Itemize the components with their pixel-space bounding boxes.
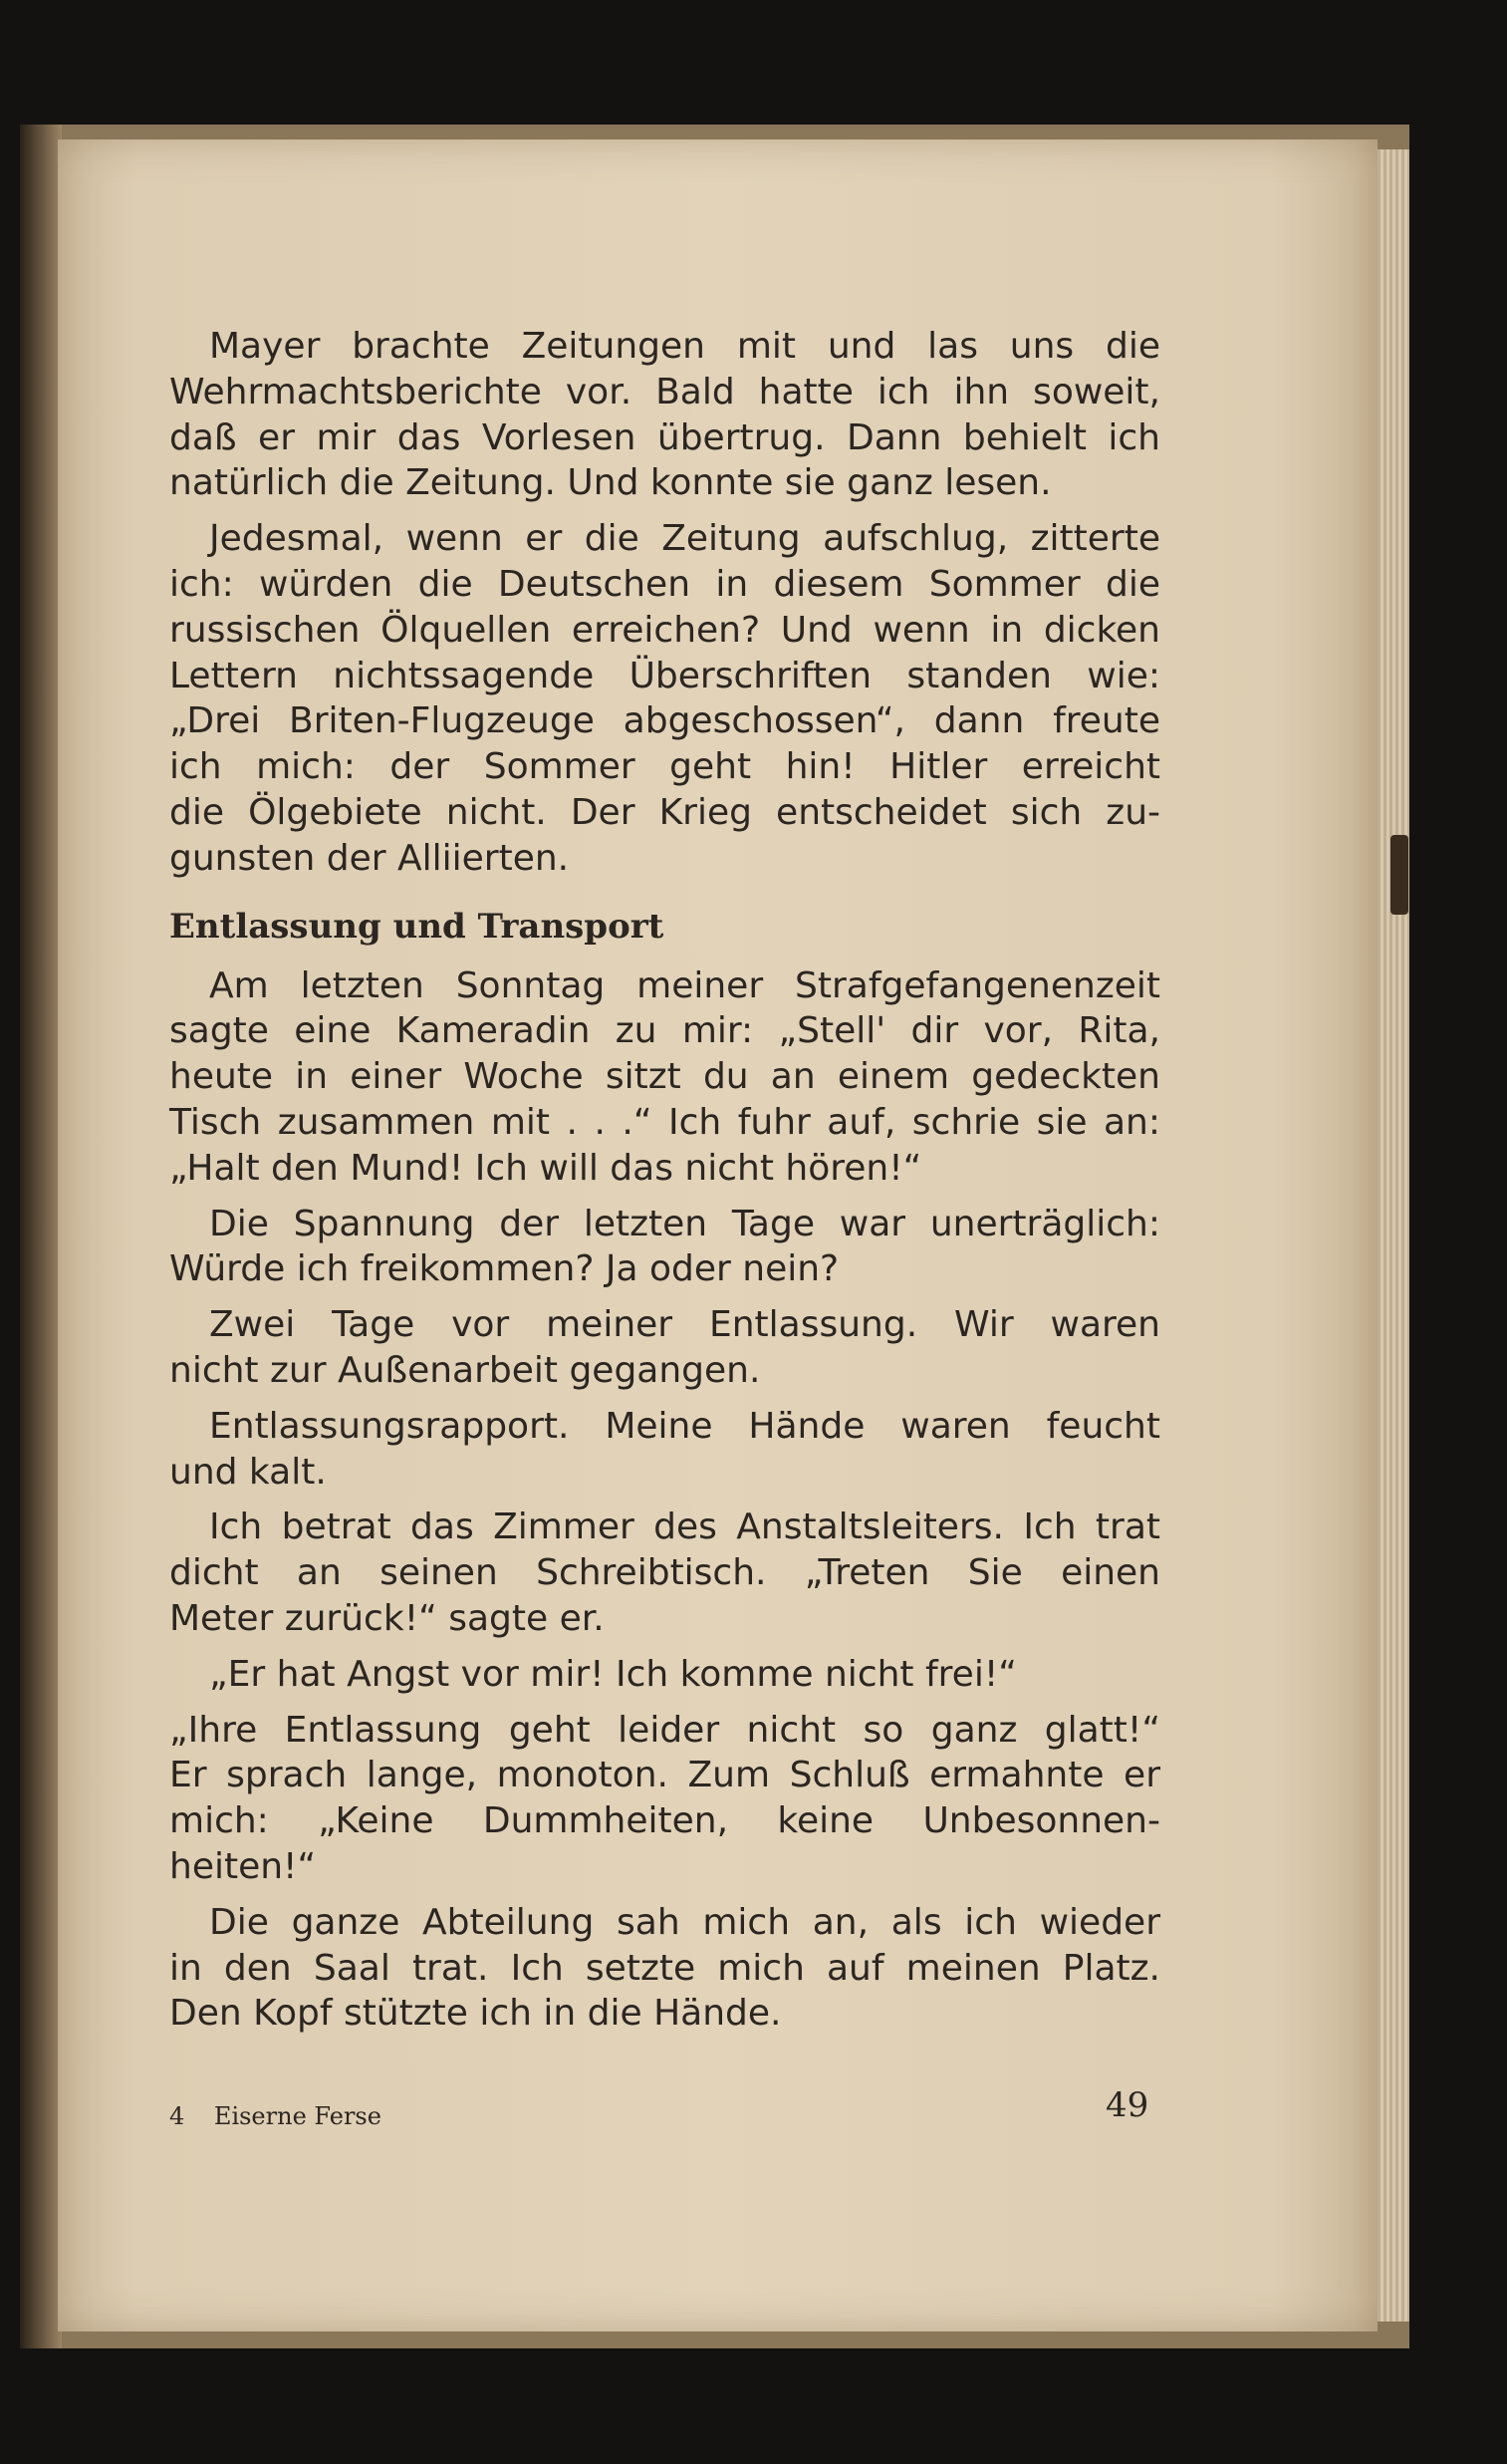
text-line: heiten!“: [169, 1845, 317, 1887]
text-line: Jedesmal, wenn er die Zeitung aufschlug, zitterte: [209, 518, 1160, 560]
text-line: „Drei Briten-Flugzeuge abgeschossen“, dann freute: [169, 700, 1160, 742]
text-line: „Er hat Angst vor mir! Ich komme nicht frei!“: [209, 1653, 1017, 1695]
paragraph: [169, 1505, 1160, 1641]
text-line: und kalt.: [169, 1451, 327, 1493]
text-line: heute in einer Woche sitzt du an einem gedeckten: [169, 1056, 1160, 1098]
text-line: ich: würden die Deutschen in diesem Sommer die: [169, 563, 1160, 605]
text-line: „Halt den Mund! Ich will das nicht hören!“: [169, 1147, 922, 1189]
text-line: Zwei Tage vor meiner Entlassung. Wir waren: [209, 1304, 1160, 1346]
text-line: die Ölgebiete nicht. Der Krieg entscheidet sich zu-: [169, 791, 1160, 833]
text-line: daß er mir das Vorlesen übertrug. Dann behielt ich: [169, 416, 1160, 458]
paragraph: [169, 1202, 1160, 1293]
text-line: Entlassungsrapport. Meine Hände waren feucht: [209, 1405, 1160, 1447]
text-line: gunsten der Alliierten.: [169, 837, 570, 879]
text-line: in den Saal trat. Ich setzte mich auf meinen Platz.: [169, 1947, 1160, 1989]
text-line: natürlich die Zeitung. Und konnte sie ganz lesen.: [169, 462, 1052, 504]
signature-mark: [169, 2102, 381, 2130]
paragraph: [169, 516, 1160, 881]
text-line: Tisch zusammen mit . . .“ Ich fuhr auf, schrie sie an:: [169, 1101, 1160, 1143]
paragraph: [169, 1900, 1160, 2037]
signature-number: 4: [169, 2102, 185, 2130]
page-edges: [1378, 149, 1409, 2322]
text-line: „Ihre Entlassung geht leider nicht so ganz glatt!“: [169, 1709, 1160, 1751]
paragraph: [169, 1708, 1160, 1890]
text-line: Die ganze Abteilung sah mich an, als ich wieder: [209, 1901, 1160, 1943]
text-line: Er sprach lange, monoton. Zum Schluß ermahnte er: [169, 1755, 1160, 1796]
paragraph: [169, 1652, 1160, 1698]
text-line: mich: „Keine Dummheiten, keine Unbesonnen-: [169, 1800, 1160, 1842]
text-line: Ich betrat das Zimmer des Anstaltsleiters. Ich trat: [209, 1506, 1160, 1548]
paragraph: [169, 963, 1160, 1192]
paragraphs-top: [169, 324, 1160, 882]
text-line: russischen Ölquellen erreichen? Und wenn in dicken: [169, 609, 1160, 651]
text-line: Mayer brachte Zeitungen mit und las uns die: [209, 326, 1160, 367]
signature-title: Eiserne Ferse: [213, 2102, 381, 2130]
section-heading: Entlassung und Transport: [169, 906, 664, 947]
text-line: Würde ich freikommen? Ja oder nein?: [169, 1248, 840, 1290]
bookmark-tab: [1390, 835, 1408, 915]
text-line: nicht zur Außenarbeit gegangen.: [169, 1349, 761, 1391]
text-line: dicht an seinen Schreibtisch. „Treten Sie einen: [169, 1552, 1160, 1594]
text-line: Die Spannung der letzten Tage war unerträglich:: [209, 1203, 1160, 1244]
paragraph: [169, 1404, 1160, 1496]
text-line: ich mich: der Sommer geht hin! Hitler erreicht: [169, 746, 1160, 788]
paragraphs-bottom: [169, 963, 1160, 2038]
text-line: Am letzten Sonntag meiner Strafgefangenenzeit: [209, 964, 1160, 1006]
page-text: [169, 324, 1160, 2047]
book-spine: [20, 125, 62, 2348]
text-line: Lettern nichtssagende Überschriften standen wie:: [169, 655, 1160, 696]
page-number: 49: [1106, 2085, 1149, 2125]
paragraph: [169, 324, 1160, 506]
paragraph: [169, 1302, 1160, 1394]
text-line: sagte eine Kameradin zu mir: „Stell' dir vor, Rita,: [169, 1010, 1160, 1052]
text-line: Wehrmachtsberichte vor. Bald hatte ich ihn soweit,: [169, 371, 1160, 412]
text-line: Den Kopf stützte ich in die Hände.: [169, 1993, 782, 2035]
text-line: Meter zurück!“ sagte er.: [169, 1597, 605, 1639]
